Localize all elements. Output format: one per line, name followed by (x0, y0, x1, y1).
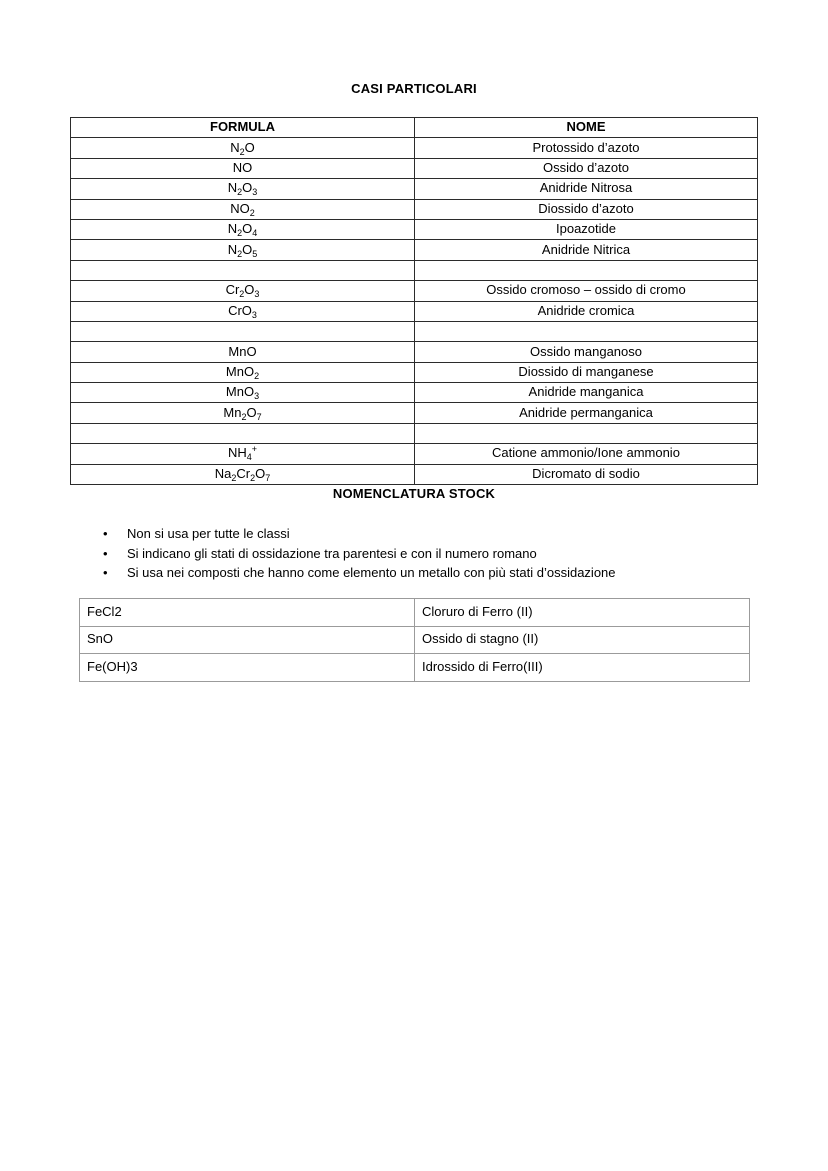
cell-formula: $Cr_2O_3$ (71, 281, 415, 301)
cell-nome: Dicromato di sodio (415, 464, 758, 484)
table-row (80, 654, 750, 682)
casi-particolari-table (70, 117, 758, 485)
cell-formula: $NO_2$ (71, 199, 415, 219)
table-row (71, 301, 758, 321)
cell-nome: Ossido manganoso (415, 342, 758, 362)
cell-nome-empty (415, 260, 758, 280)
cell-formula-empty (71, 321, 415, 341)
cell-formula: CrO$_3$ (71, 301, 415, 321)
cell-formula-empty (71, 423, 415, 443)
cell-formula: $N_2O_3$ (71, 179, 415, 199)
cell-formula: $NH_4^+$ (71, 444, 415, 464)
cell-nome: Anidride Nitrica (415, 240, 758, 260)
table-spacer-row (71, 423, 758, 443)
cell-nome: Ipoazotide (415, 219, 758, 239)
cell-formula: SnO (80, 626, 415, 654)
table-spacer-row (71, 321, 758, 341)
cell-nome: Anidride manganica (415, 383, 758, 403)
table-row (71, 158, 758, 178)
table-row (71, 179, 758, 199)
cell-nome: Catione ammonio/Ione ammonio (415, 444, 758, 464)
bullet-item: • Si indicano gli stati di ossidazione tra parentesi e con il numero romano (103, 544, 763, 564)
cell-formula: Fe(OH)3 (80, 654, 415, 682)
cell-formula: $N_2O_5$ (71, 240, 415, 260)
cell-formula: MnO$_3$ (71, 383, 415, 403)
table-row (71, 464, 758, 484)
cell-nome-empty (415, 321, 758, 341)
cell-nome: Anidride permanganica (415, 403, 758, 423)
cell-nome: Ossido cromoso – ossido di cromo (415, 281, 758, 301)
cell-formula-empty (71, 260, 415, 280)
cell-formula: $Na_2Cr_2O_7$ (71, 464, 415, 484)
cell-nome: Anidride cromica (415, 301, 758, 321)
table-row (80, 599, 750, 627)
heading-casi-particolari: CASI PARTICOLARI (351, 81, 477, 96)
table-spacer-row (71, 260, 758, 280)
cell-nome: Anidride Nitrosa (415, 179, 758, 199)
table-row (71, 199, 758, 219)
column-header-formula: FORMULA (71, 118, 415, 138)
table-row (71, 138, 758, 158)
cell-formula: $N_2O$ (71, 138, 415, 158)
cell-nome-empty (415, 423, 758, 443)
cell-formula: FeCl2 (80, 599, 415, 627)
bullet-item: • Non si usa per tutte le classi (103, 524, 763, 544)
table-header-row (71, 118, 758, 138)
table-row (71, 342, 758, 362)
cell-formula: $Mn_2O_7$ (71, 403, 415, 423)
cell-nome: Ossido d’azoto (415, 158, 758, 178)
table-row (71, 362, 758, 382)
cell-nome: Idrossido di Ferro(III) (415, 654, 750, 682)
table-row (71, 219, 758, 239)
table-row (71, 444, 758, 464)
bullet-item: • Si usa nei composti che hanno come elemento un metallo con più stati d’ossidazione (103, 563, 763, 583)
cell-nome: Protossido d’azoto (415, 138, 758, 158)
table-row (71, 240, 758, 260)
nomenclatura-stock-table (79, 598, 750, 682)
cell-formula: $N_2O_4$ (71, 219, 415, 239)
table-row (71, 383, 758, 403)
column-header-nome: NOME (415, 118, 758, 138)
cell-nome: Diossido di manganese (415, 362, 758, 382)
heading-nomenclatura-stock: NOMENCLATURA STOCK (332, 486, 496, 501)
cell-formula: NO (71, 158, 415, 178)
table-row (71, 281, 758, 301)
nomenclatura-stock-table-body (80, 599, 750, 682)
casi-particolari-table-body (71, 138, 758, 485)
cell-formula: MnO$_2$ (71, 362, 415, 382)
cell-nome: Cloruro di Ferro (II) (415, 599, 750, 627)
cell-nome: Diossido d’azoto (415, 199, 758, 219)
nomenclatura-stock-bullet-list (103, 524, 763, 583)
table-row (80, 626, 750, 654)
cell-formula: MnO (71, 342, 415, 362)
cell-nome: Ossido di stagno (II) (415, 626, 750, 654)
table-row (71, 403, 758, 423)
